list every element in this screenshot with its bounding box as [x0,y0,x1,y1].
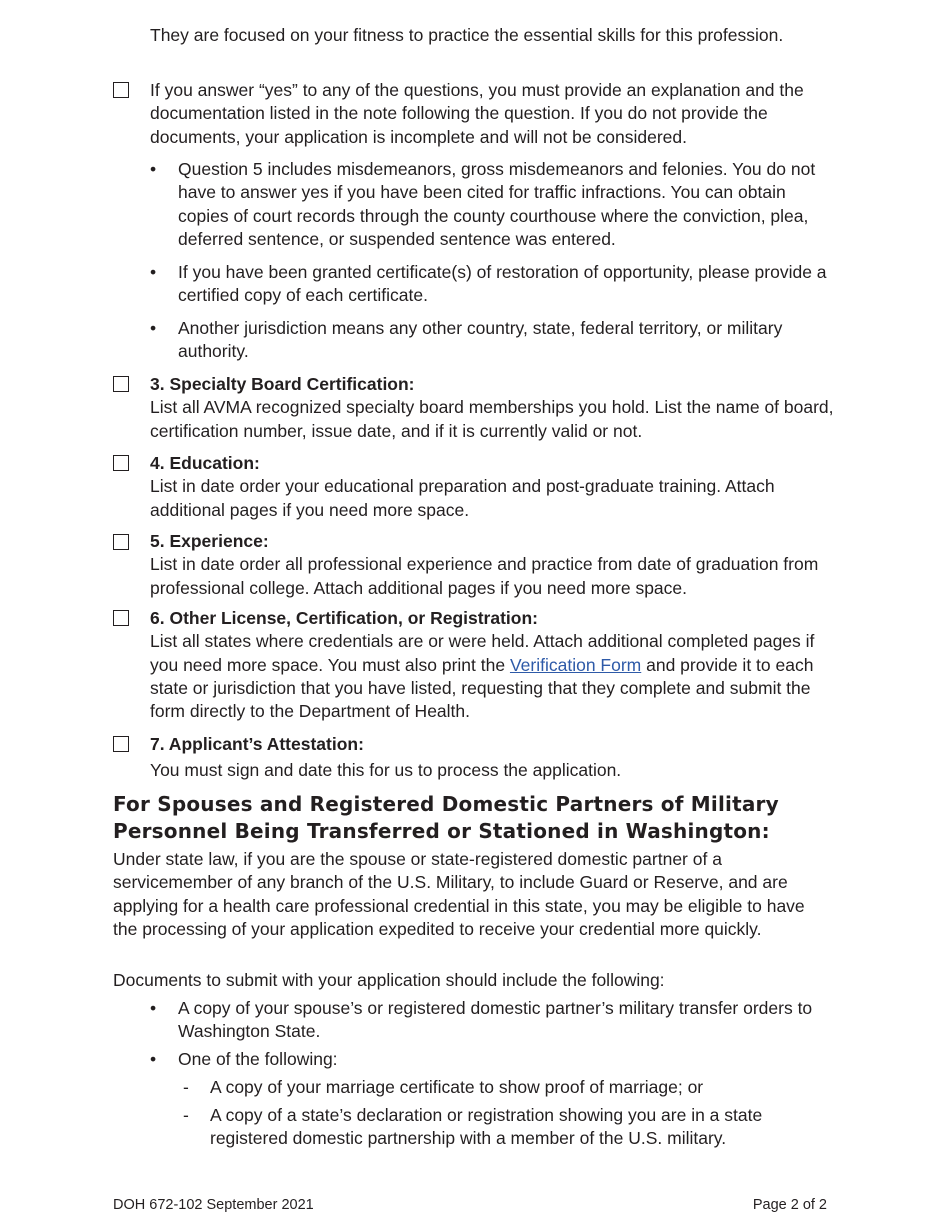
bullet-mark: • [150,262,157,282]
sub-bullet-text: A copy of a state’s declaration or registration showing you are in a state registered domestic partnership with a member of the U.S. military. [210,1105,763,1149]
intro-text: They are focused on your fitness to practice the essential skills for this profession. [150,25,784,45]
bullet-mark: • [150,998,157,1018]
footer-form-id: DOH 672-102 September 2021 [113,1197,314,1213]
attestation-item [150,733,840,783]
other-license-checkbox[interactable] [113,610,129,626]
bullet-mark: • [150,318,157,338]
documents-intro: Documents to submit with your application should include the following: [113,970,665,990]
sub-bullet-text: A copy of your marriage certificate to show proof of marriage; or [210,1077,704,1097]
education-checkbox[interactable] [113,455,129,471]
other-license-item [150,607,840,723]
education-title: 4. Education: [150,453,260,473]
specialty-text: List all AVMA recognized specialty board memberships you hold. List the name of board, certification number, issue date, and if it is currently valid or not. [150,397,834,441]
footer-page-number: Page 2 of 2 [752,1197,827,1213]
military-bullet-text: A copy of your spouse’s or registered domestic partner’s military transfer orders to Washington State. [178,998,813,1042]
answer-yes-checkbox[interactable] [113,82,129,98]
experience-title: 5. Experience: [150,531,269,551]
experience-checkbox[interactable] [113,534,129,550]
military-heading: For Spouses and Registered Domestic Partners of Military Personnel Being Transferred or Stationed in Washington: [113,792,779,843]
specialty-checkbox[interactable] [113,376,129,392]
attestation-title: 7. Applicant’s Attestation: [150,734,364,754]
specialty-title: 3. Specialty Board Certification: [150,374,415,394]
note-text: If you have been granted certificate(s) of restoration of opportunity, please provide a certified copy of each certificate. [178,262,827,306]
dash-mark: - [183,1105,189,1125]
attestation-checkbox[interactable] [113,736,129,752]
bullet-mark: • [150,159,157,179]
other-license-text-after: and provide it to each state or jurisdiction that you have listed, requesting that they complete and submit the form directly to the Department of Health. [150,654,814,722]
bullet-mark: • [150,1049,157,1069]
experience-item [150,530,840,600]
other-license-title: 6. Other License, Certification, or Registration: [150,608,538,628]
note-text: Another jurisdiction means any other country, state, federal territory, or military authority. [178,318,783,362]
note-text: Question 5 includes misdemeanors, gross misdemeanors and felonies. You do not have to answer yes if you have been cited for traffic infractions. You can obtain copies of court records through the county courthouse where the conviction, plea, deferred sentence, or suspended sentence was entered. [178,159,816,249]
other-license-text [150,630,840,723]
military-paragraph: Under state law, if you are the spouse or state-registered domestic partner of a servicemember of any branch of the U.S. Military, to include Guard or Reserve, and are applying for a health care professional credential in this state, you may be eligible to have the processing of your application expedited to receive your credential more quickly. [113,849,805,939]
experience-text: List in date order all professional experience and practice from date of graduation from professional college. Attach additional pages if you need more space. [150,554,819,598]
education-item [150,452,840,522]
education-text: List in date order your educational preparation and post-graduate training. Attach additional pages if you need more space. [150,476,775,520]
verification-form-link[interactable]: Verification Form [509,654,642,675]
attestation-text: You must sign and date this for us to process the application. [150,760,622,781]
specialty-item [150,373,840,443]
other-license-text-before: List all states where credentials are or were held. Attach additional completed pages if you need more space. You must also print the [150,631,815,675]
dash-mark: - [183,1077,189,1097]
military-bullet-text: One of the following: [178,1049,338,1069]
answer-yes-text: If you answer “yes” to any of the questions, you must provide an explanation and the documentation listed in the note following the question. If you do not provide the documents, your application is incomplete and will not be considered. [150,80,804,147]
